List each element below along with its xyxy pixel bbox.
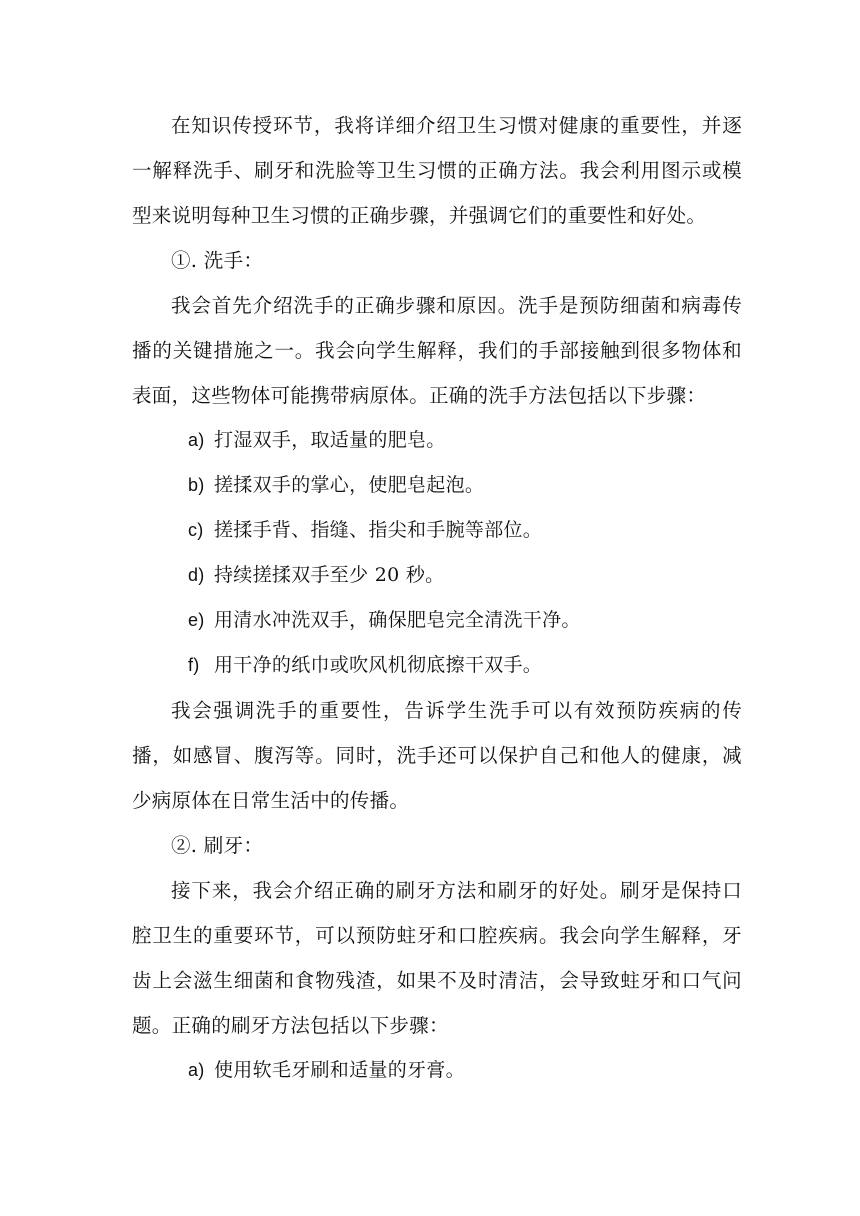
list-item xyxy=(132,508,742,553)
handwash-heading: ①. 洗手： xyxy=(171,249,264,272)
handwash-intro-paragraph: 我会首先介绍洗手的正确步骤和原因。洗手是预防细菌和病毒传播的关键措施之一。我会向学生解释，我们的手部接触到很多物体和表面，这些物体可能携带病原体。正确的洗手方法包括以下步骤： xyxy=(132,294,742,407)
list-item xyxy=(132,643,742,688)
brushing-steps-list xyxy=(132,1048,742,1093)
list-marker: f) xyxy=(188,655,200,675)
list-marker: c) xyxy=(188,520,204,540)
list-item xyxy=(132,1048,742,1093)
list-item-text: 用清水冲洗双手，确保肥皂完全清洗干净。 xyxy=(214,609,581,631)
list-marker: a) xyxy=(188,430,205,450)
list-item-text: 搓揉双手的掌心，使肥皂起泡。 xyxy=(214,474,485,496)
list-item xyxy=(132,463,742,508)
list-item-text: 持续搓揉双手至少 20 秒。 xyxy=(214,564,445,586)
list-item-text: 打湿双手，取适量的肥皂。 xyxy=(214,429,446,451)
list-item xyxy=(132,598,742,643)
list-item-text: 用干净的纸巾或吹风机彻底擦干双手。 xyxy=(214,654,543,676)
list-item-text: 使用软毛牙刷和适量的牙膏。 xyxy=(214,1059,465,1081)
document-page xyxy=(132,103,742,1093)
list-marker: e) xyxy=(188,610,205,630)
list-marker: d) xyxy=(188,565,205,585)
handwash-steps-list xyxy=(132,418,742,688)
list-item xyxy=(132,553,742,598)
list-marker: b) xyxy=(188,475,205,495)
brushing-heading: ②. 刷牙： xyxy=(171,834,264,857)
handwash-importance-paragraph: 我会强调洗手的重要性，告诉学生洗手可以有效预防疾病的传播，如感冒、腹泻等。同时，洗手还可以保护自己和他人的健康，减少病原体在日常生活中的传播。 xyxy=(132,699,742,812)
list-item-text: 搓揉手背、指缝、指尖和手腕等部位。 xyxy=(214,519,543,541)
brushing-intro-paragraph: 接下来，我会介绍正确的刷牙方法和刷牙的好处。刷牙是保持口腔卫生的重要环节，可以预防蛀牙和口腔疾病。我会向学生解释，牙齿上会滋生细菌和食物残渣，如果不及时清洁，会导致蛀牙和口气问题。正确的刷牙方法包括以下步骤： xyxy=(132,879,742,1037)
list-marker: a) xyxy=(188,1060,205,1080)
list-item xyxy=(132,418,742,463)
intro-paragraph: 在知识传授环节，我将详细介绍卫生习惯对健康的重要性，并逐一解释洗手、刷牙和洗脸等卫生习惯的正确方法。我会利用图示或模型来说明每种卫生习惯的正确步骤，并强调它们的重要性和好处。 xyxy=(132,114,742,227)
